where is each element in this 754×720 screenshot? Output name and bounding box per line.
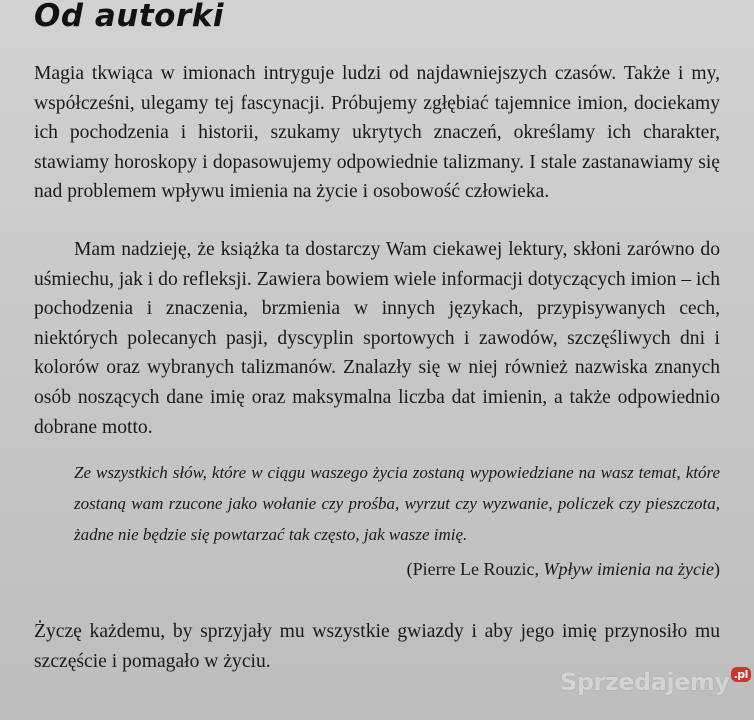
closing-paragraph: Życzę każdemu, by sprzyjały mu wszystkie gwiazdy i aby jego imię przynosiło mu szczęście i pomagało w życiu. — [34, 621, 720, 672]
sprzedajemy-watermark — [560, 668, 751, 696]
watermark-text: Sprzedajemy — [560, 668, 730, 696]
book-description-paragraph: Mam nadzieję, że książka ta dostarczy Wam ciekawej lektury, skłoni zarówno do uśmiechu, jak i do refleksji. Zawiera bowiem wiele informacji dotyczących imion – ich pochodzenia i znaczenia, brzmienia w innych językach, przypisywanych cech, niektórych polecanych pasji, dyscyplin sportowych i zawodów, szczęśliwych dni i kolorów oraz wybranych talizmanów. Znalazły się w niej również nazwiska znanych osób noszących dane imię oraz maksymalna liczba dat imienin, a także odpowiednio dobrane motto. — [34, 239, 720, 438]
citation-close: ) — [714, 559, 720, 579]
page-title: Od autorki — [34, 0, 224, 34]
citation-author: (Pierre Le Rouzic, — [406, 559, 544, 579]
motto-quote: Ze wszystkich słów, które w ciągu waszego życia zostaną wypowiedziane na wasz temat, które zostaną wam rzucone jako wołanie czy prośba, wyrzut czy wyzwanie, policzek czy pieszczota, żadne nie będzie się powtarzać tak często, jak wasze imię. — [74, 463, 720, 544]
watermark-tld-badge: .pl — [731, 667, 751, 682]
citation-title: Wpływ imienia na życie — [543, 559, 714, 579]
intro-paragraph: Magia tkwiąca w imionach intryguje ludzi od najdawniejszych czasów. Także i my, współcześni, ulegamy tej fascynacji. Próbujemy zgłębiać tajemnice imion, dociekamy ich pochodzenia i historii, szukamy ukrytych znaczeń, określamy ich charakter, stawiamy horoskopy i dopasowujemy odpowiednie talizmany. I stale zastanawiamy się nad problemem wpływu imienia na życie i osobowość człowieka. — [34, 63, 720, 203]
quote-citation — [407, 555, 720, 583]
